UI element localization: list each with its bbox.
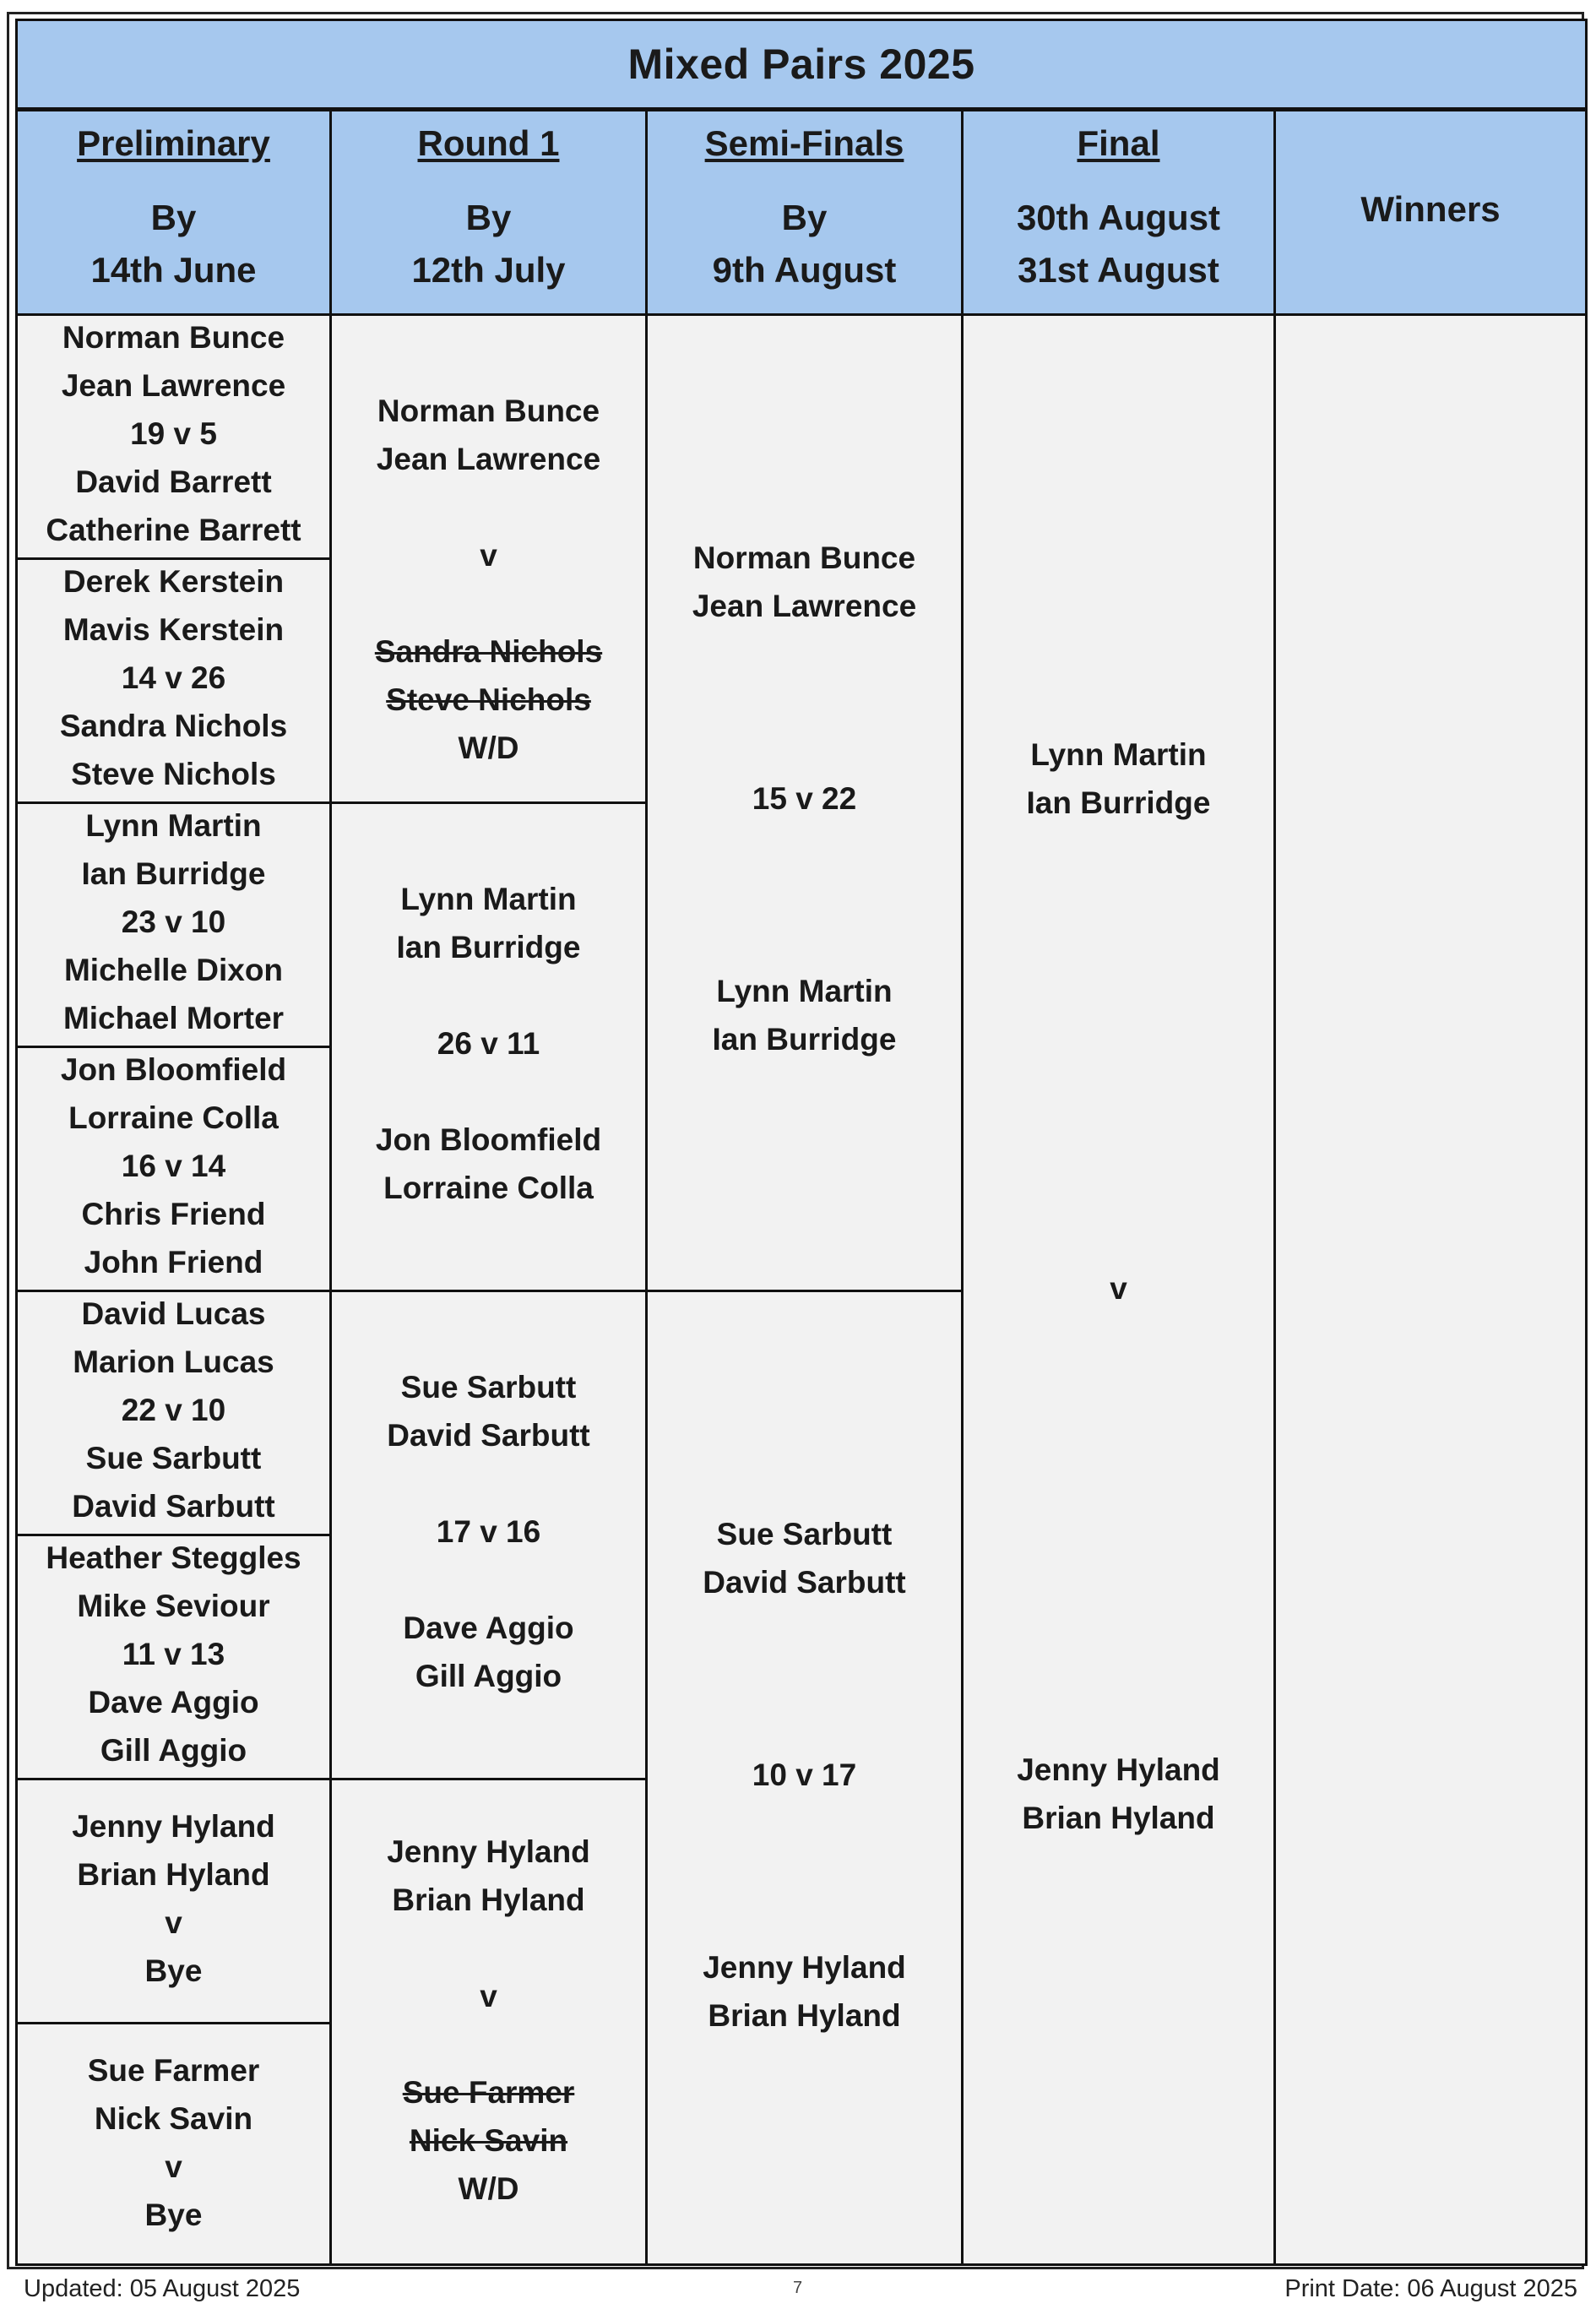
player-name: Jon Bloomfield bbox=[60, 1052, 287, 1087]
match-cell bbox=[964, 316, 1273, 2268]
header-preliminary bbox=[18, 111, 329, 316]
match-score: 10 v 17 bbox=[752, 1758, 857, 1792]
match-cell bbox=[18, 1780, 329, 2024]
match-cell bbox=[18, 804, 329, 1048]
player-name: Brian Hyland bbox=[77, 1857, 270, 1892]
player-name: Sandra Nichols bbox=[59, 709, 288, 743]
player-name: Jenny Hyland bbox=[1017, 1752, 1220, 1787]
withdrawn-player-name: Sue Farmer bbox=[402, 2075, 575, 2110]
round1-matches bbox=[332, 316, 645, 2263]
player-name: Mike Seviour bbox=[77, 1589, 270, 1623]
player-name: Jenny Hyland bbox=[387, 1834, 590, 1869]
player-name: Norman Bunce bbox=[377, 394, 600, 428]
match-cell bbox=[18, 2024, 329, 2268]
header-date: 30th August bbox=[1016, 198, 1221, 237]
column-round1 bbox=[332, 111, 648, 2263]
match-cell bbox=[18, 1536, 329, 1780]
page-title: Mixed Pairs 2025 bbox=[18, 21, 1585, 111]
match-cell bbox=[18, 316, 329, 560]
player-name: David Sarbutt bbox=[703, 1565, 906, 1600]
bracket-table bbox=[15, 19, 1588, 2266]
print-date: Print Date: 06 August 2025 bbox=[1284, 2275, 1577, 2302]
player-name: Gill Aggio bbox=[100, 1733, 247, 1768]
player-name: Sue Farmer bbox=[87, 2053, 260, 2088]
column-semis bbox=[648, 111, 964, 2263]
player-name: Jenny Hyland bbox=[72, 1809, 275, 1844]
header-label: Round 1 bbox=[417, 123, 560, 163]
match-score: 15 v 22 bbox=[752, 781, 857, 816]
column-preliminary bbox=[18, 111, 332, 2263]
player-name: Norman Bunce bbox=[692, 541, 916, 575]
header-label: Final bbox=[1077, 123, 1160, 163]
player-name: Jenny Hyland bbox=[703, 1950, 906, 1985]
player-name: Sue Sarbutt bbox=[716, 1517, 893, 1551]
match-cell bbox=[332, 1780, 645, 2268]
header-by: By bbox=[465, 198, 512, 237]
withdrawn-player-name: Steve Nichols bbox=[386, 682, 591, 717]
withdrawn-note: W/D bbox=[458, 731, 519, 765]
match-score: 26 v 11 bbox=[437, 1026, 540, 1061]
header-date: 31st August bbox=[1018, 250, 1219, 290]
preliminary-matches bbox=[18, 316, 329, 2263]
player-name: Catherine Barrett bbox=[46, 513, 301, 547]
withdrawn-player-name: Sandra Nichols bbox=[374, 634, 603, 669]
player-name: David Barrett bbox=[75, 465, 272, 499]
header-label: Semi-Finals bbox=[704, 123, 904, 163]
match-cell bbox=[18, 560, 329, 804]
player-name: Steve Nichols bbox=[71, 757, 276, 791]
page-number: 7 bbox=[793, 2279, 803, 2297]
withdrawn-note: W/D bbox=[458, 2171, 519, 2206]
bye-label: Bye bbox=[144, 1953, 203, 1988]
final-match bbox=[964, 316, 1273, 2263]
header-round1 bbox=[332, 111, 645, 316]
header-label: Winners bbox=[1360, 189, 1501, 229]
player-name: Sue Sarbutt bbox=[400, 1370, 577, 1404]
header-date: 14th June bbox=[90, 250, 257, 290]
match-versus: v bbox=[480, 1979, 497, 2013]
bye-label: Bye bbox=[144, 2198, 203, 2232]
player-name: Chris Friend bbox=[81, 1197, 266, 1231]
player-name: John Friend bbox=[84, 1245, 263, 1280]
player-name: Sue Sarbutt bbox=[85, 1441, 262, 1475]
bracket-sheet bbox=[7, 12, 1584, 2269]
player-name: Heather Steggles bbox=[46, 1540, 301, 1575]
header-winners bbox=[1276, 111, 1585, 316]
player-name: Jean Lawrence bbox=[376, 442, 601, 476]
player-name: Ian Burridge bbox=[81, 856, 266, 891]
player-name: Lorraine Colla bbox=[383, 1171, 594, 1205]
header-by: By bbox=[781, 198, 828, 237]
player-name: Ian Burridge bbox=[1026, 785, 1211, 820]
player-name: Dave Aggio bbox=[403, 1611, 574, 1645]
player-name: Lynn Martin bbox=[400, 882, 577, 916]
player-name: Dave Aggio bbox=[88, 1685, 259, 1720]
match-score: 23 v 10 bbox=[121, 905, 226, 939]
withdrawn-player-name: Nick Savin bbox=[409, 2123, 568, 2158]
player-name: Gill Aggio bbox=[415, 1659, 562, 1693]
header-label: Preliminary bbox=[77, 123, 270, 163]
player-name: Nick Savin bbox=[94, 2101, 253, 2136]
match-score: 17 v 16 bbox=[436, 1514, 541, 1549]
match-cell bbox=[648, 316, 961, 1292]
player-name: Ian Burridge bbox=[396, 930, 581, 964]
player-name: Lynn Martin bbox=[1030, 737, 1207, 772]
player-name: Derek Kerstein bbox=[62, 564, 285, 599]
player-name: Marion Lucas bbox=[73, 1345, 274, 1379]
header-date: 9th August bbox=[712, 250, 897, 290]
player-name: Brian Hyland bbox=[392, 1883, 585, 1917]
player-name: Brian Hyland bbox=[1022, 1801, 1215, 1835]
match-versus: v bbox=[1110, 1271, 1127, 1306]
player-name: Brian Hyland bbox=[708, 1998, 901, 2033]
match-score: 14 v 26 bbox=[121, 660, 226, 695]
match-cell bbox=[18, 1292, 329, 1536]
semis-matches bbox=[648, 316, 961, 2263]
player-name: Lynn Martin bbox=[85, 808, 262, 843]
header-by: By bbox=[150, 198, 197, 237]
player-name: Michelle Dixon bbox=[63, 953, 284, 987]
player-name: Michael Morter bbox=[62, 1001, 285, 1035]
match-versus: v bbox=[480, 538, 497, 573]
player-name: Lorraine Colla bbox=[68, 1100, 279, 1135]
match-cell bbox=[648, 1292, 961, 2268]
player-name: Jean Lawrence bbox=[692, 589, 917, 623]
header-date: 12th July bbox=[411, 250, 566, 290]
player-name: Mavis Kerstein bbox=[62, 612, 285, 647]
match-score: 16 v 14 bbox=[121, 1149, 226, 1183]
match-cell bbox=[18, 1048, 329, 1292]
player-name: Norman Bunce bbox=[62, 320, 285, 355]
header-final bbox=[964, 111, 1273, 316]
player-name: David Lucas bbox=[81, 1296, 266, 1331]
player-name: Ian Burridge bbox=[712, 1022, 897, 1057]
match-versus: v bbox=[165, 2149, 182, 2184]
match-score: 22 v 10 bbox=[121, 1393, 226, 1427]
match-cell bbox=[332, 804, 645, 1292]
column-final bbox=[964, 111, 1276, 2263]
player-name: Jean Lawrence bbox=[61, 368, 286, 403]
updated-date: Updated: 05 August 2025 bbox=[24, 2275, 301, 2302]
match-score: 19 v 5 bbox=[130, 416, 217, 451]
player-name: Jon Bloomfield bbox=[375, 1122, 602, 1157]
match-cell bbox=[332, 1292, 645, 1780]
match-cell bbox=[332, 316, 645, 804]
match-score: 11 v 13 bbox=[122, 1637, 225, 1671]
player-name: Lynn Martin bbox=[716, 974, 893, 1008]
column-winners bbox=[1276, 111, 1585, 2263]
header-semis bbox=[648, 111, 961, 316]
player-name: David Sarbutt bbox=[72, 1489, 275, 1524]
winners-area bbox=[1276, 316, 1585, 2263]
player-name: David Sarbutt bbox=[387, 1418, 590, 1453]
match-versus: v bbox=[165, 1905, 182, 1940]
